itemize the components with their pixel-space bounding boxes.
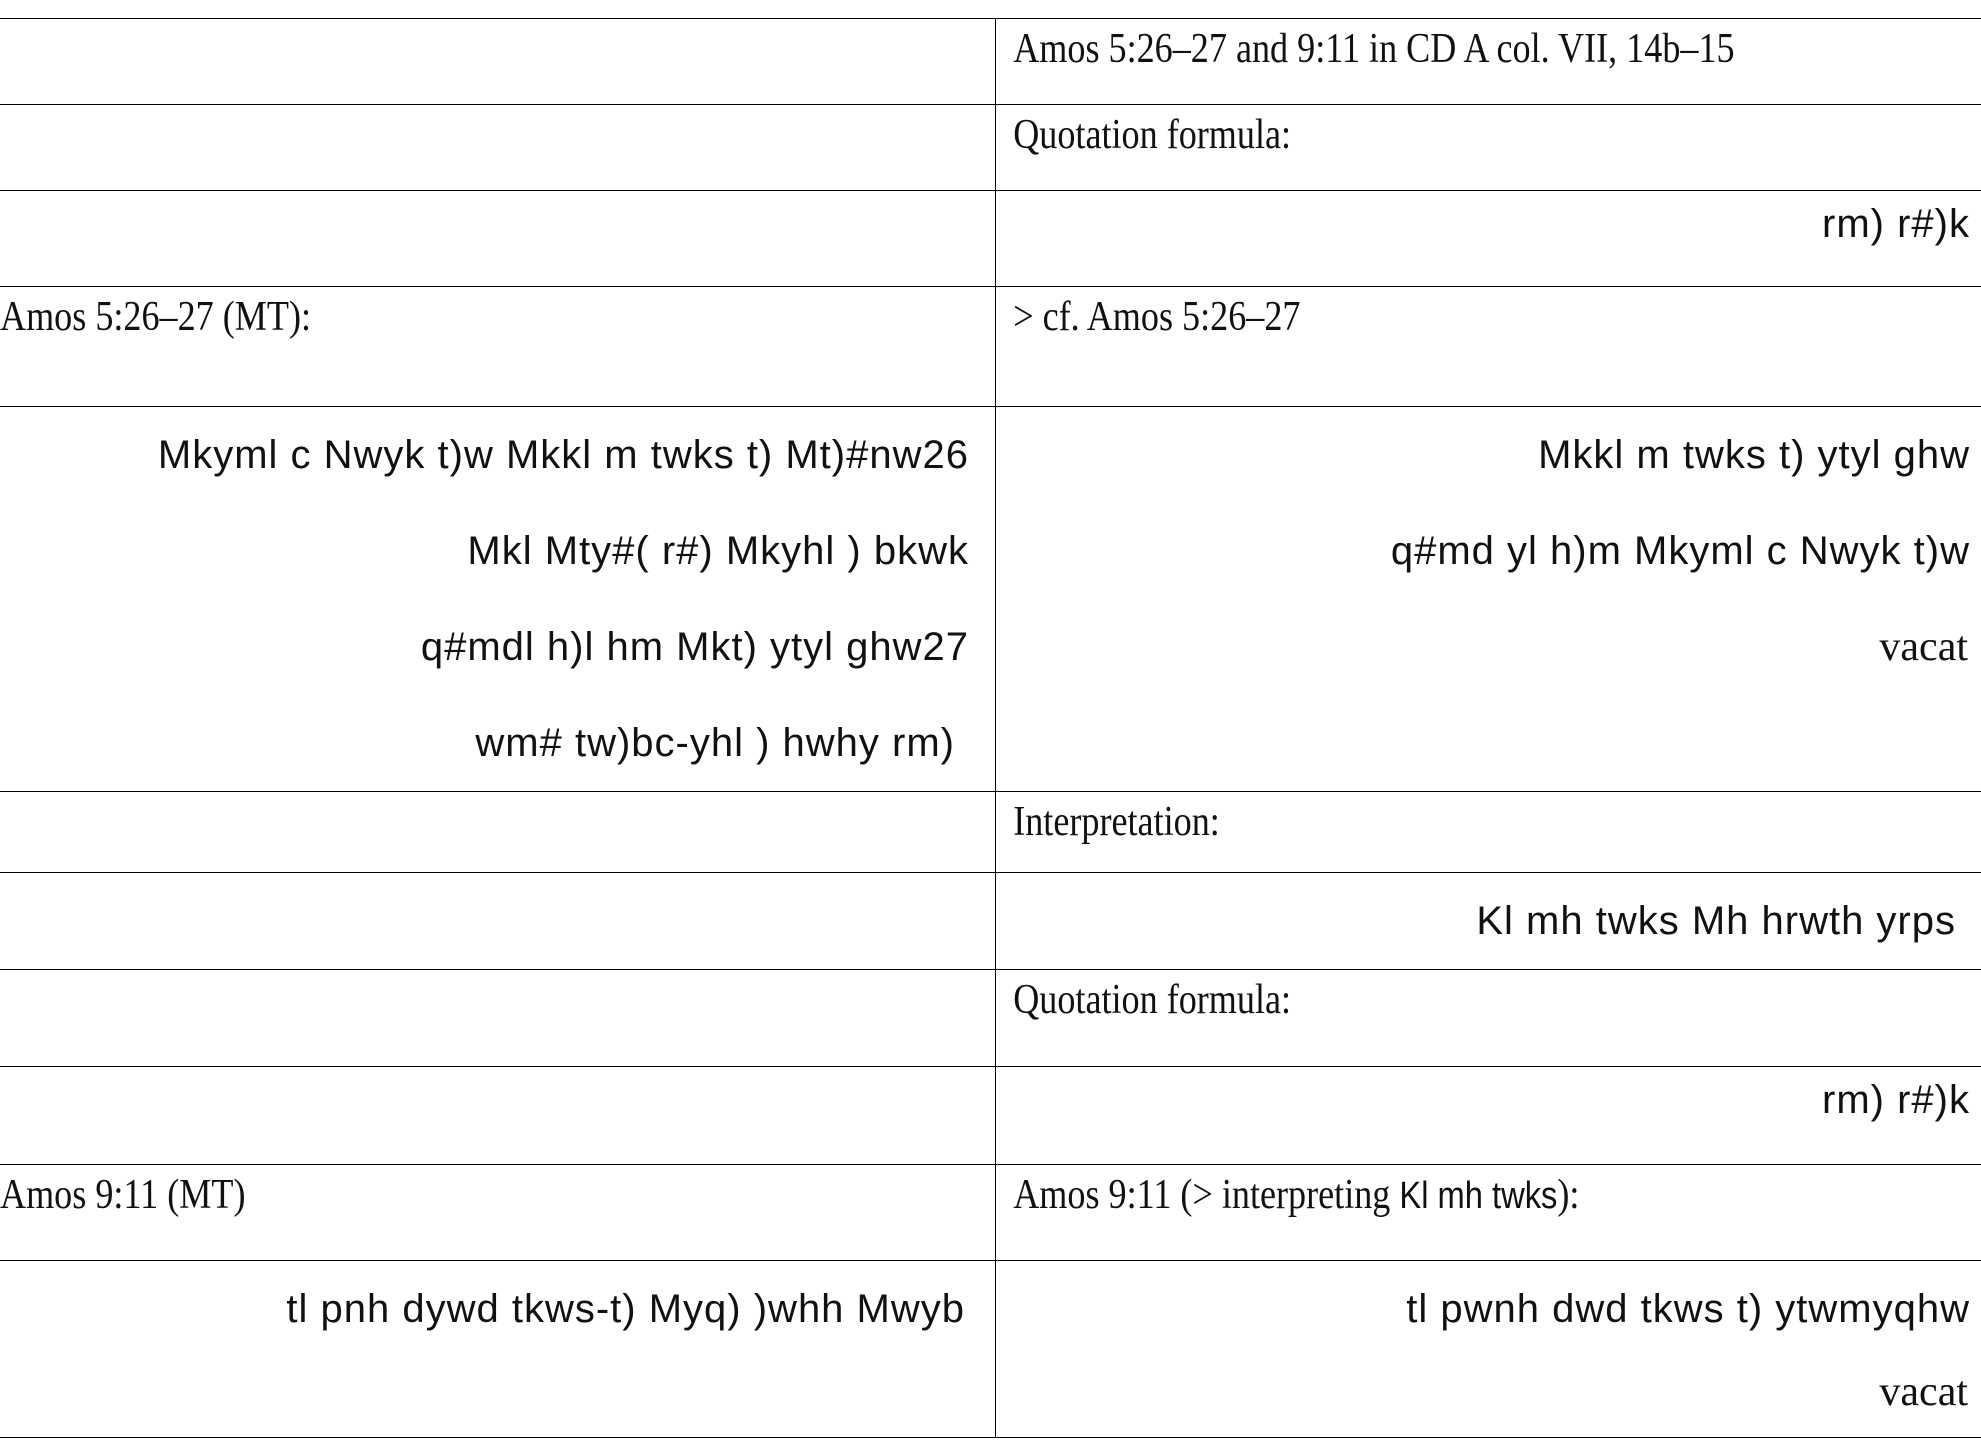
- hebrew-line: tl pwnh dwd tkws t) ytwmyqhw: [1406, 1287, 1970, 1331]
- source-label: Amos 9:11 (MT): [0, 1172, 246, 1218]
- hebrew-line: Mkkl m twks t) ytyl ghw: [1538, 433, 1970, 477]
- hebrew-line: q#md yl h)m Mkyml c Nwyk t)w: [1390, 529, 1970, 573]
- left-cell: [0, 792, 996, 873]
- right-cell: [996, 970, 1981, 1067]
- left-cell: [0, 105, 996, 191]
- right-cell: [996, 19, 1981, 105]
- table-row: [0, 407, 1981, 792]
- hebrew-line: q#mdl h)l hm Mkt) ytyl ghw27: [420, 625, 969, 669]
- left-cell: [0, 287, 996, 407]
- right-cell: [996, 1261, 1981, 1438]
- table-row: [0, 105, 1981, 191]
- right-cell: [996, 407, 1981, 792]
- right-cell: [996, 873, 1981, 970]
- table-row: [0, 792, 1981, 873]
- left-cell: [0, 970, 996, 1067]
- left-cell: [0, 407, 996, 792]
- right-cell: [996, 792, 1981, 873]
- label-suffix: ):: [1557, 1172, 1580, 1218]
- hebrew-text: rm) r#)k: [1822, 1078, 1970, 1122]
- right-cell: [996, 1165, 1981, 1261]
- hebrew-line: tl pnh dywd tkws-t) Myq) )whh Mwyb: [286, 1287, 965, 1331]
- left-cell: [0, 191, 996, 287]
- comparison-table: [0, 18, 1981, 1438]
- table-row: [0, 191, 1981, 287]
- left-cell: [0, 1261, 996, 1438]
- hebrew-line: Mkl Mty#( r#) Mkyhl ) bkwk: [467, 529, 969, 573]
- source-label: Amos 5:26–27 (MT):: [0, 294, 312, 340]
- left-cell: [0, 19, 996, 105]
- vacat-label: vacat: [1879, 624, 1968, 670]
- hebrew-text: Kl mh twks Mh hrwth yrps: [1476, 899, 1956, 943]
- label-prefix: Amos 9:11 (> interpreting: [1013, 1172, 1400, 1218]
- vacat-label: vacat: [1879, 1369, 1968, 1415]
- hebrew-line: wm# tw)bc-yhl ) hwhy rm): [475, 721, 955, 765]
- table-row: [0, 1165, 1981, 1261]
- right-cell: [996, 105, 1981, 191]
- table-row: [0, 1067, 1981, 1165]
- right-cell: [996, 191, 1981, 287]
- table-row: [0, 19, 1981, 105]
- left-cell: [0, 873, 996, 970]
- quotation-formula-label: Quotation formula:: [1013, 112, 1292, 158]
- source-label: > cf. Amos 5:26–27: [1013, 294, 1301, 340]
- left-cell: [0, 1067, 996, 1165]
- interpretation-label: Interpretation:: [1013, 799, 1220, 845]
- left-cell: [0, 1165, 996, 1261]
- right-cell: [996, 287, 1981, 407]
- quotation-formula-label: Quotation formula:: [1013, 977, 1292, 1023]
- source-label: [996, 1165, 1844, 1226]
- hebrew-line: Mkyml c Nwyk t)w Mkkl m twks t) Mt)#nw26: [157, 433, 969, 477]
- table-row: [0, 873, 1981, 970]
- hebrew-text: rm) r#)k: [1822, 202, 1970, 246]
- hebrew-inline: Kl mh twks: [1399, 1175, 1558, 1217]
- table-heading: Amos 5:26–27 and 9:11 in CD A col. VII, 14b–15: [1013, 26, 1735, 72]
- table-row: [0, 287, 1981, 407]
- table-row: [0, 970, 1981, 1067]
- table-row: [0, 1261, 1981, 1438]
- right-cell: [996, 1067, 1981, 1165]
